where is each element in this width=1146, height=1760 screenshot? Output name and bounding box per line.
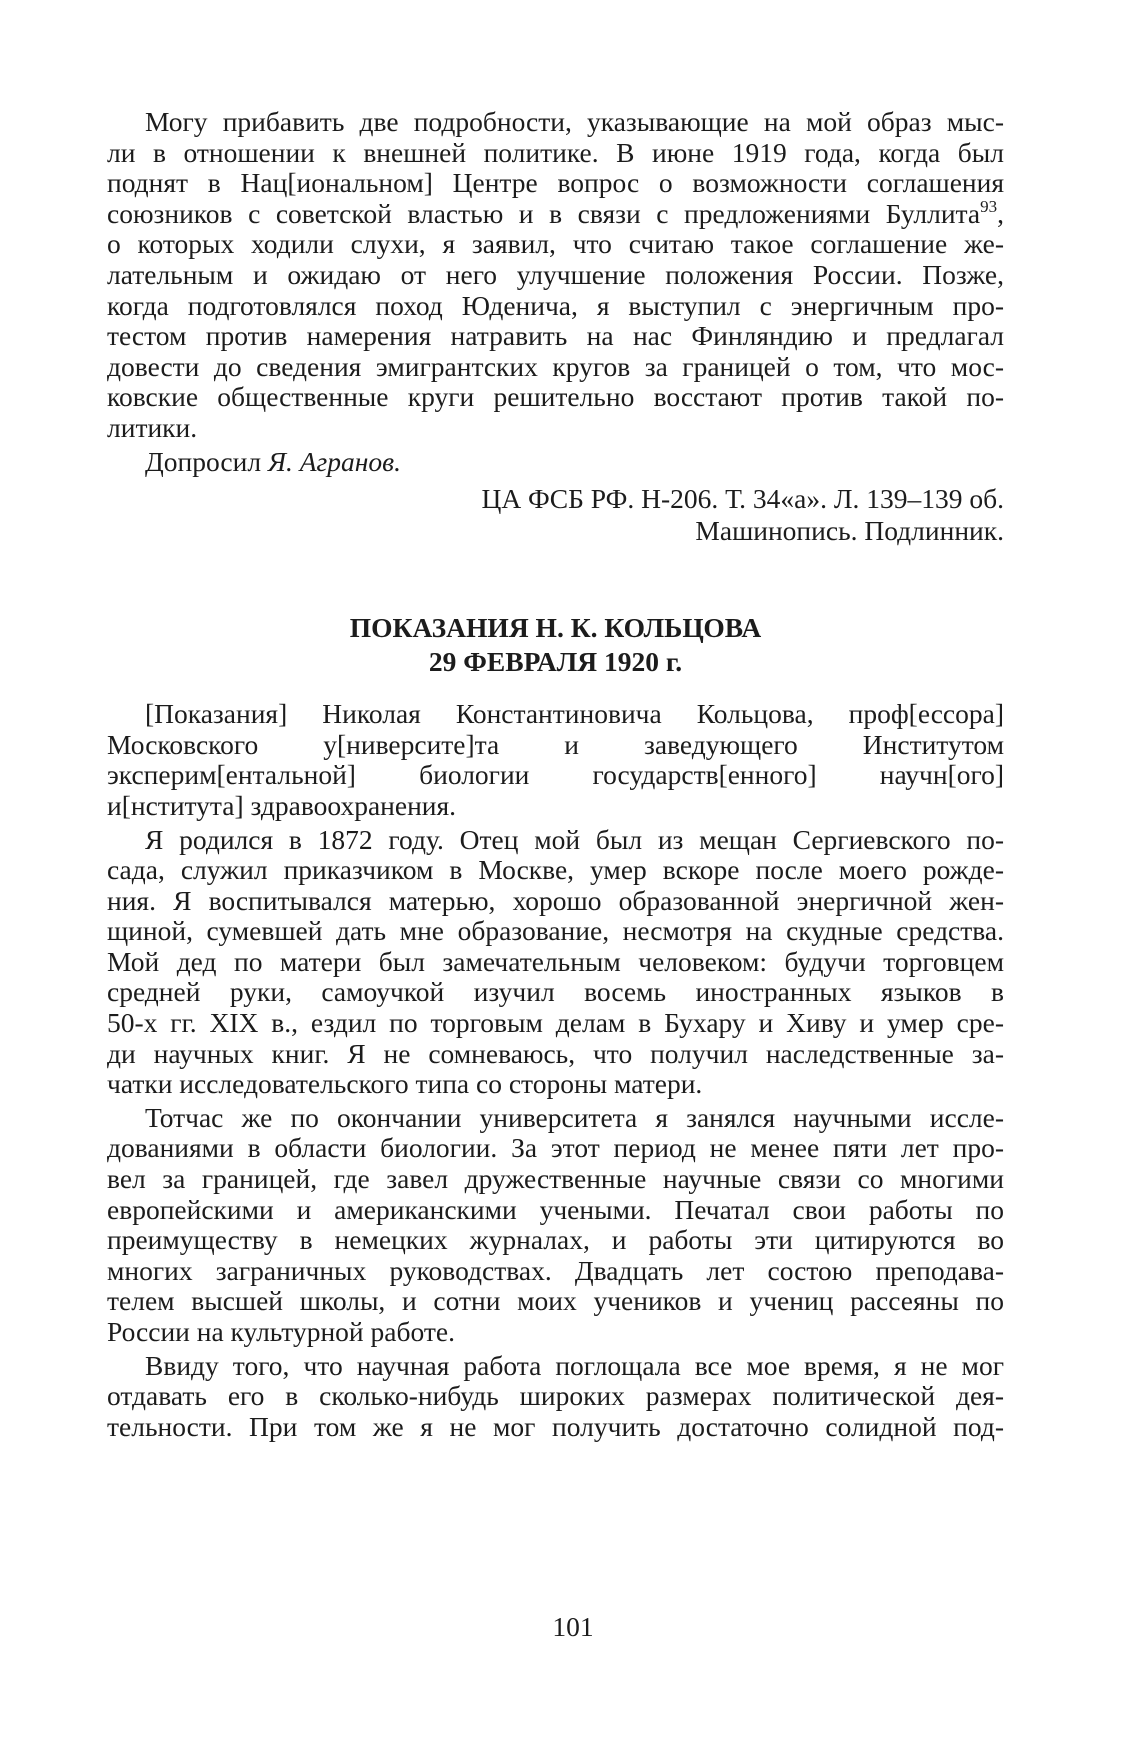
text-line: лательным и ожидаю от него улучшение положения России. Позже,: [107, 258, 1004, 290]
text-line: тельности. При том же я не мог получить достаточно солидной под-: [107, 1410, 1004, 1442]
section-heading: [107, 611, 1004, 679]
text-line: щиной, сумевшей дать мне образование, несмотря на скудные средства.: [107, 915, 1004, 947]
signature-line: [107, 447, 1004, 478]
text-line: вел за границей, где завел дружественные научные связи со многими: [107, 1163, 1004, 1195]
paragraph-biography: [107, 825, 1004, 1100]
text-line: Я родился в 1872 году. Отец мой был из мещан Сергиевского по-: [145, 823, 1004, 855]
interrogation-signature-line: [107, 447, 1004, 478]
text-line: средней руки, самоучкой изучил восемь иностранных языков в: [107, 976, 1004, 1008]
footnote-ref: 93: [980, 196, 998, 216]
paragraph-scientific-career: [107, 1103, 1004, 1348]
text-line: поднят в Нац[иональном] Центре вопрос о возможности соглашения: [107, 167, 1004, 199]
text-line: когда подготовлялся поход Юденича, я выступил с энергичным про-: [107, 289, 1004, 321]
text-line: ния. Я воспитывался матерью, хорошо образованной энергичной жен-: [107, 884, 1004, 916]
section-heading-title: ПОКАЗАНИЯ Н. К. КОЛЬЦОВА: [349, 612, 762, 644]
text-line: [Показания] Николая Константиновича Кольцова, проф[ессора]: [145, 698, 1004, 730]
document-type: Машинопись. Подлинник.: [695, 515, 1004, 547]
page-number: 101: [552, 1611, 594, 1642]
text-line: довести до сведения эмигрантских кругов за границей о том, что мос-: [107, 350, 1004, 382]
text-line: чатки исследовательского типа со стороны матери.: [107, 1068, 703, 1100]
text-line: о которых ходили слухи, я заявил, что считаю такое соглашение же-: [107, 228, 1004, 260]
text-line: ковские общественные круги решительно восстают против такой по-: [107, 381, 1004, 413]
archive-reference: ЦА ФСБ РФ. Н-206. Т. 34«а». Л. 139–139 об.: [481, 483, 1004, 515]
text-line: союзников с советской властью и в связи с предложениями Буллита: [107, 197, 981, 229]
text-line: литики.: [107, 411, 198, 443]
text-line: дованиями в области биологии. За этот период не менее пяти лет про-: [107, 1132, 1004, 1164]
text-line: Ввиду того, что научная работа поглощала все мое время, я не мог: [145, 1349, 1004, 1381]
section-heading-date: 29 ФЕВРАЛЯ 1920 г.: [428, 646, 683, 678]
text-line: Мой дед по матери был замечательным человеком: будучи торговцем: [107, 945, 1004, 977]
text-line: преимуществу в немецких журналах, и работы эти цитируются во: [107, 1224, 1004, 1256]
paragraph-foreign-policy: [107, 107, 1004, 444]
text-line: европейскими и американскими учеными. Печатал свои работы по: [107, 1193, 1004, 1225]
archive-source: [107, 483, 1004, 547]
signature-prefix: Допросил: [145, 445, 268, 477]
text-line: Московского у[ниверсите]та и заведующего Институтом: [107, 728, 1004, 760]
text-line: сада, служил приказчиком в Москве, умер вскоре после моего рожде-: [107, 854, 1004, 886]
text-line: 50-х гг. XIX в., ездил по торговым делам в Бухару и Хиву и умер сре-: [107, 1007, 1004, 1039]
text-line: Могу прибавить две подробности, указывающие на мой образ мыс-: [145, 106, 1004, 137]
text-line: многих заграничных руководствах. Двадцать лет состою преподава-: [107, 1254, 1004, 1286]
text-line: эксперим[ентальной] биологии государств[енного] научн[ого]: [107, 759, 1004, 791]
text-line: ли в отношении к внешней политике. В июне 1919 года, когда был: [107, 136, 1004, 168]
text-line: Тотчас же по окончании университета я занялся научными иссле-: [145, 1101, 1004, 1133]
paragraph-political-activity: [107, 1351, 1004, 1443]
paragraph-testimony-header: [107, 699, 1004, 821]
footnote-trailing-comma: ,: [997, 197, 1004, 229]
text-line-with-footnote: [107, 196, 1004, 230]
text-line: ди научных книг. Я не сомневаюсь, что получил наследственные за-: [107, 1037, 1004, 1069]
text-line: отдавать его в сколько-нибудь широких размерах политической дея-: [107, 1380, 1004, 1412]
text-line: и[нститута] здравоохранения.: [107, 789, 457, 821]
signature-name: Я. Агранов.: [267, 445, 401, 477]
text-line: телем высшей школы, и сотни моих учеников и учениц рассеяны по: [107, 1285, 1004, 1317]
text-line: тестом против намерения натравить на нас Финляндию и предлагал: [107, 320, 1004, 352]
page-body: [107, 107, 1004, 1445]
text-line: России на культурной работе.: [107, 1316, 455, 1347]
